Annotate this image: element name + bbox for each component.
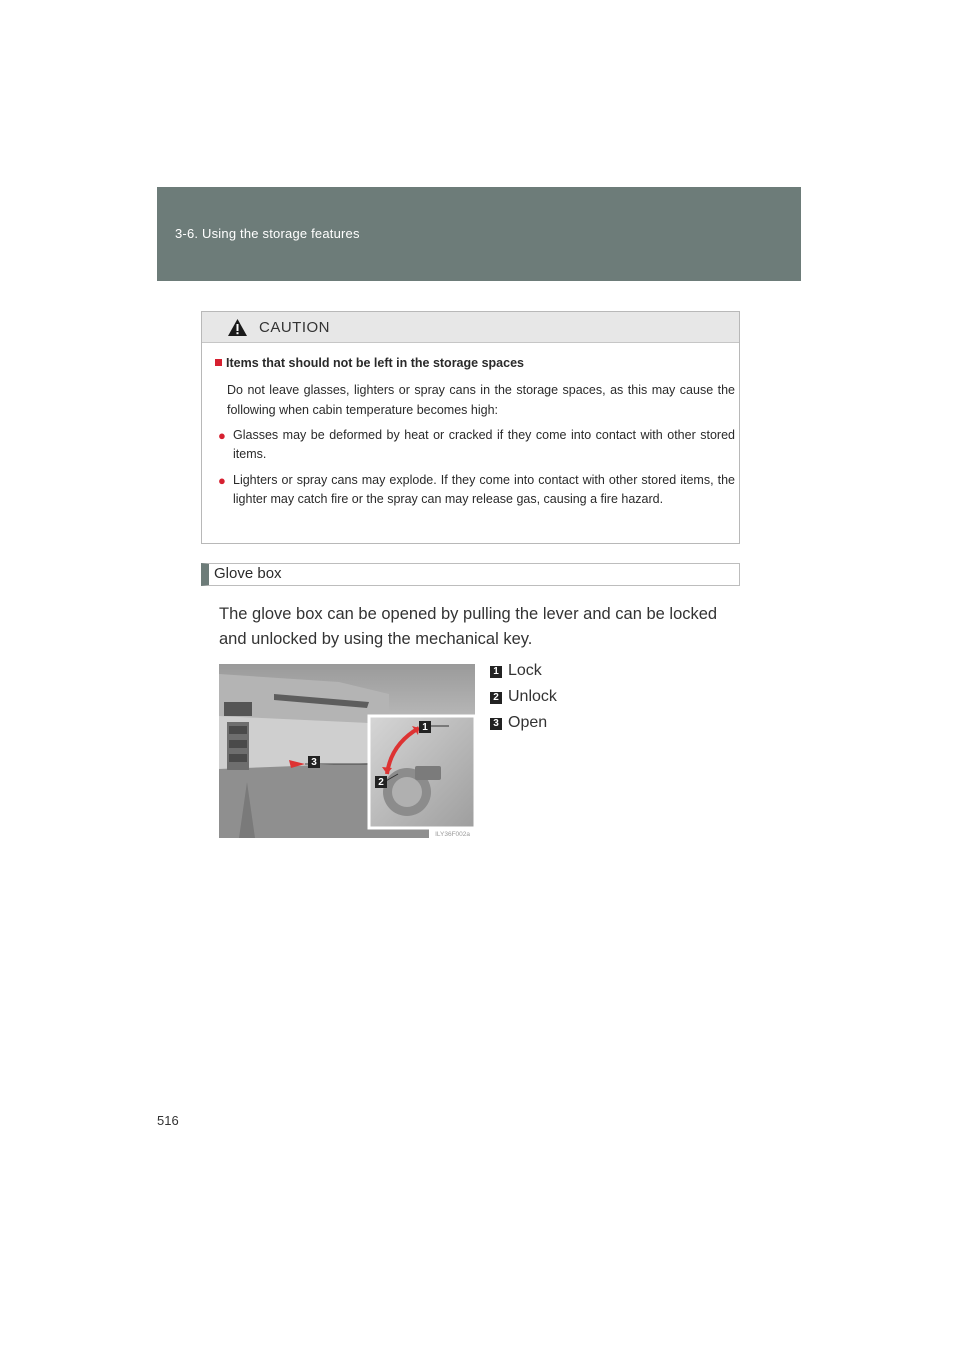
- caution-paragraph: Do not leave glasses, lighters or spray cans in the storage spaces, as this may cause the following when cabin temperature becomes high:: [227, 383, 735, 417]
- page-number: 516: [157, 1113, 179, 1128]
- figure-code: ILY36F002a: [435, 831, 470, 838]
- callout-label: 2: [378, 777, 384, 788]
- circle-bullet-icon: ●: [218, 473, 226, 488]
- caution-bullet-text: Glasses may be deformed by heat or cracked if they come into contact with other stored items.: [233, 428, 735, 461]
- section-intro: The glove box can be opened by pulling the lever and can be locked and unlocked by using the mechanical key.: [219, 605, 718, 648]
- warning-triangle-icon: [227, 318, 248, 337]
- list-item-label: Lock: [508, 662, 542, 679]
- number-badge: 1: [490, 666, 502, 678]
- section-title: Glove box: [214, 565, 282, 582]
- callout-label: 3: [311, 757, 317, 768]
- header-topic: Glove box: [859, 256, 918, 271]
- caution-bullet-text: Lighters or spray cans may explode. If they come into contact with other stored items, the lighter may catch fire or the spray can may release gas, causing a fire hazard.: [233, 473, 735, 506]
- caution-heading-text: Items that should not be left in the storage spaces: [226, 356, 524, 370]
- caution-box: [201, 311, 740, 544]
- caution-bullet: [218, 471, 735, 509]
- list-item: [490, 662, 542, 680]
- number-badge: 2: [490, 692, 502, 704]
- circle-bullet-icon: ●: [218, 428, 226, 443]
- number-badge: 3: [490, 718, 502, 730]
- square-bullet-icon: [215, 359, 222, 366]
- caution-bullet: [218, 426, 735, 464]
- list-item-label: Unlock: [508, 688, 557, 705]
- list-item: [490, 688, 557, 706]
- caution-heading: [215, 356, 524, 370]
- list-item-label: Open: [508, 714, 548, 731]
- callout-label: 1: [422, 722, 428, 733]
- caution-header: [202, 312, 739, 343]
- section-breadcrumb: 3-6. Using the storage features: [175, 226, 360, 241]
- caution-label: CAUTION: [259, 319, 330, 336]
- glove-box-illustration: [219, 664, 475, 838]
- list-item: [490, 714, 547, 732]
